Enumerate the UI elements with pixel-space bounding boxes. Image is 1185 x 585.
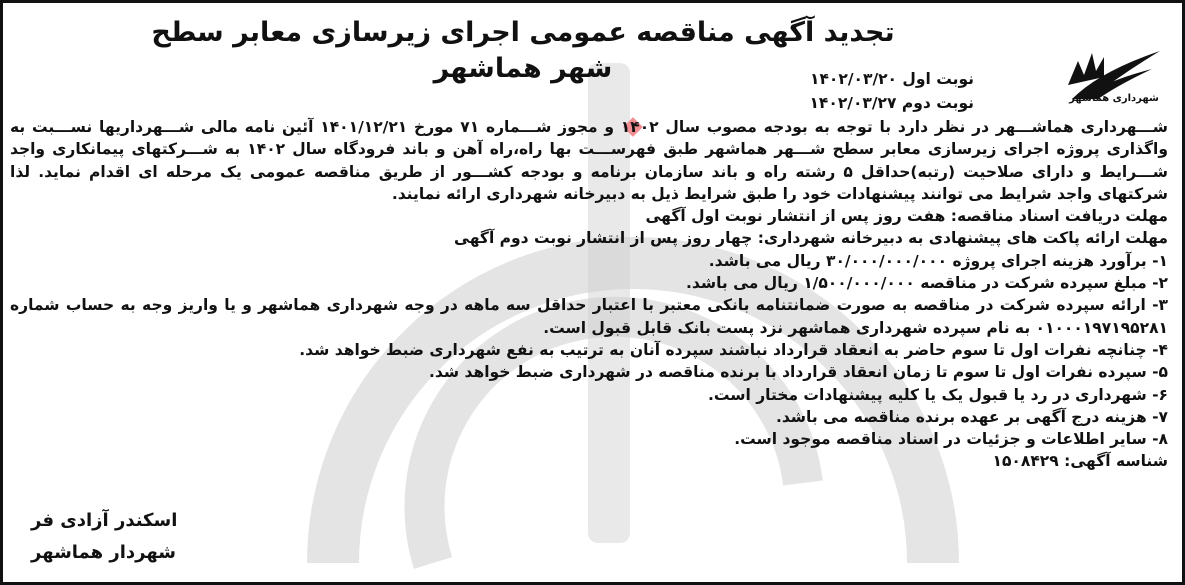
conditions-list — [10, 250, 1168, 451]
condition-item: ۱- برآورد هزینه اجرای پروژه ۳۰/۰۰۰/۰۰۰/۰۰۰ ریال می باشد. — [708, 251, 1168, 270]
logo-caption: شهرداری هماشهر — [1069, 93, 1159, 104]
bids-deadline: مهلت ارائه پاکت های پیشنهادی به دبیرخانه شهرداری: چهار روز پس از انتشار نوبت دوم آگهی — [454, 229, 1168, 248]
condition-item: ۶- شهرداری در رد یا قبول یک یا کلیه پیشنهادات مختار است. — [707, 385, 1168, 404]
condition-item: ۳- ارائه سپرده شرکت در مناقصه به صورت ضمانتنامه بانکی معتبر با اعتبار حداقل سه ماهه در وجه شهرداری هماشهر و یا واریز وجه به حساب شماره ۰۱۰۰۰۱۹۷۱۹۵۲۸۱ به نام سپرده شهرداری هماشهر نزد پست بانک قابل قبول است. — [10, 296, 1168, 337]
ad-id: شناسه آگهی: ۱۵۰۸۴۲۹ — [992, 452, 1168, 471]
first-round-date: نوبت اول ۱۴۰۲/۰۳/۲۰ — [810, 70, 974, 88]
notice-body — [10, 116, 1168, 473]
condition-item: ۴- چنانچه نفرات اول تا سوم حاضر به انعقاد قرارداد نباشند سپرده آنان به ترتیب به نفع شهرداری ضبط خواهد شد. — [299, 340, 1168, 359]
intro-paragraph: شـــهرداری هماشـــهر در نظر دارد با توجه به بودجه مصوب سال ۱۴۰۲ و مجوز شـــماره ۷۱ مورخ ۱۴۰۱/۱۲/۲۱ آئین نامه مالی شـــهرداریها نســـبت به واگذاری پروژه اجرای زیرسازی معابر سطح شـــهر هماشهر طبق فهرســـت بها راه،راه آهن و باند فرودگاه سال ۱۴۰۲ به شـــرکتهای پیمانکاری واجد شـــرایط و دارای صلاحیت (رتبه)حداقل ۵ رشته راه و باند سازمان برنامه و بودجه کشـــور از طریق مناقصه عمومی یک مرحله ای اقدام نماید. لذا شرکتهای واجد شرایط می توانند پیشنهادات خود را طبق شرایط ذیل به دبیرخانه شهرداری ارائه نمایند. — [10, 118, 1169, 203]
condition-item: ۷- هزینه درج آگهی بر عهده برنده مناقصه می باشد. — [775, 407, 1168, 426]
condition-item: ۵- سپرده نفرات اول تا سوم تا زمان انعقاد قرارداد با برنده مناقصه در شهرداری ضبط خواهد شد. — [429, 363, 1168, 382]
signatory-name: اسکندر آزادی فر — [31, 510, 178, 531]
signatory-title: شهردار هماشهر — [31, 542, 176, 563]
docs-deadline: مهلت دریافت اسناد مناقصه: هفت روز پس از انتشار نوبت اول آگهی — [645, 207, 1168, 226]
notice-title: تجدید آگهی مناقصه عمومی اجرای زیرسازی معابر سطح شهر هماشهر — [151, 17, 895, 84]
condition-item: ۸- سایر اطلاعات و جزئیات در اسناد مناقصه موجود است. — [734, 430, 1168, 449]
condition-item: ۲- مبلغ سپرده شرکت در مناقصه ۱/۵۰۰/۰۰۰/۰۰۰ ریال می باشد. — [686, 274, 1168, 293]
second-round-date: نوبت دوم ۱۴۰۲/۰۳/۲۷ — [809, 94, 974, 112]
